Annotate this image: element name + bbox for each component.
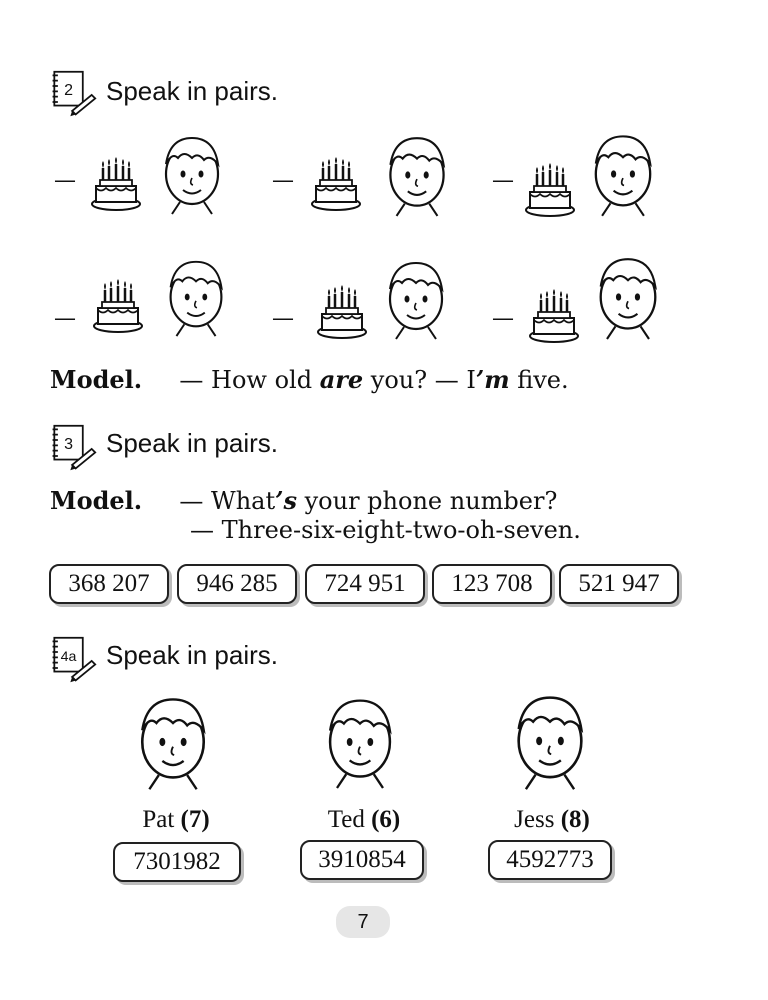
notebook-pencil-icon xyxy=(46,636,100,684)
child-age: (7) xyxy=(180,806,210,833)
child-age: (8) xyxy=(560,806,590,833)
phone-number-card: 946 285 xyxy=(177,564,297,604)
model-text: — How old xyxy=(179,366,320,394)
phone-number-card: 3910854 xyxy=(300,840,424,880)
birthday-cake-icon xyxy=(316,282,368,340)
child-face-illustration xyxy=(496,688,604,794)
dash: — xyxy=(54,168,76,193)
notebook-pencil-icon xyxy=(46,70,100,118)
child-face-illustration xyxy=(156,254,236,340)
dash: — xyxy=(492,168,514,193)
child-name-label xyxy=(472,806,632,834)
exercise-instruction: Speak in pairs. xyxy=(106,640,278,670)
birthday-cake-icon xyxy=(528,286,580,344)
birthday-cake-icon xyxy=(92,276,144,334)
dash: — xyxy=(272,168,294,193)
exercise-instruction: Speak in pairs. xyxy=(106,428,278,458)
dash: — xyxy=(54,306,76,331)
model-text: you? — I xyxy=(363,366,476,394)
phone-number-card: 4592773 xyxy=(488,840,612,880)
child-face-illustration xyxy=(374,130,460,220)
phone-number-card: 521 947 xyxy=(559,564,679,604)
child-name: Pat xyxy=(142,806,175,833)
model-example xyxy=(50,365,569,394)
model-text: — What xyxy=(179,487,276,515)
phone-number-card: 368 207 xyxy=(49,564,169,604)
child-face-illustration xyxy=(314,690,406,794)
exercise-number: 2 xyxy=(64,81,74,99)
child-name: Jess xyxy=(514,806,555,833)
model-answer: — Three-six-eight-two-oh-seven. xyxy=(190,516,581,544)
phone-number-card: 724 951 xyxy=(305,564,425,604)
birthday-cake-icon xyxy=(524,160,576,218)
phone-number-card: 123 708 xyxy=(432,564,552,604)
model-emphasis: ’s xyxy=(275,486,297,515)
model-label: Model. xyxy=(50,486,143,515)
exercise-number: 4a xyxy=(60,648,77,665)
child-name-label xyxy=(284,806,444,834)
page-number: 7 xyxy=(336,906,390,938)
model-emphasis: are xyxy=(319,365,364,394)
child-name-label xyxy=(96,806,256,834)
dash: — xyxy=(272,306,294,331)
exercise-instruction: Speak in pairs. xyxy=(106,76,278,106)
birthday-cake-icon xyxy=(310,154,362,212)
model-text: your phone number? xyxy=(296,487,558,515)
child-face-illustration xyxy=(124,690,222,794)
exercise-number: 3 xyxy=(64,435,74,453)
child-face-illustration xyxy=(376,254,456,344)
model-example xyxy=(50,486,557,515)
child-age: (6) xyxy=(371,806,401,833)
child-name: Ted xyxy=(327,806,365,833)
notebook-pencil-icon xyxy=(46,424,100,472)
child-face-illustration xyxy=(586,248,670,346)
model-emphasis: ’m xyxy=(475,365,510,394)
phone-number-card: 7301982 xyxy=(113,842,241,882)
child-face-illustration xyxy=(580,128,666,220)
dash: — xyxy=(492,306,514,331)
birthday-cake-icon xyxy=(90,154,142,212)
model-text: five. xyxy=(509,366,569,394)
model-label: Model. xyxy=(50,365,143,394)
child-face-illustration xyxy=(152,130,232,218)
